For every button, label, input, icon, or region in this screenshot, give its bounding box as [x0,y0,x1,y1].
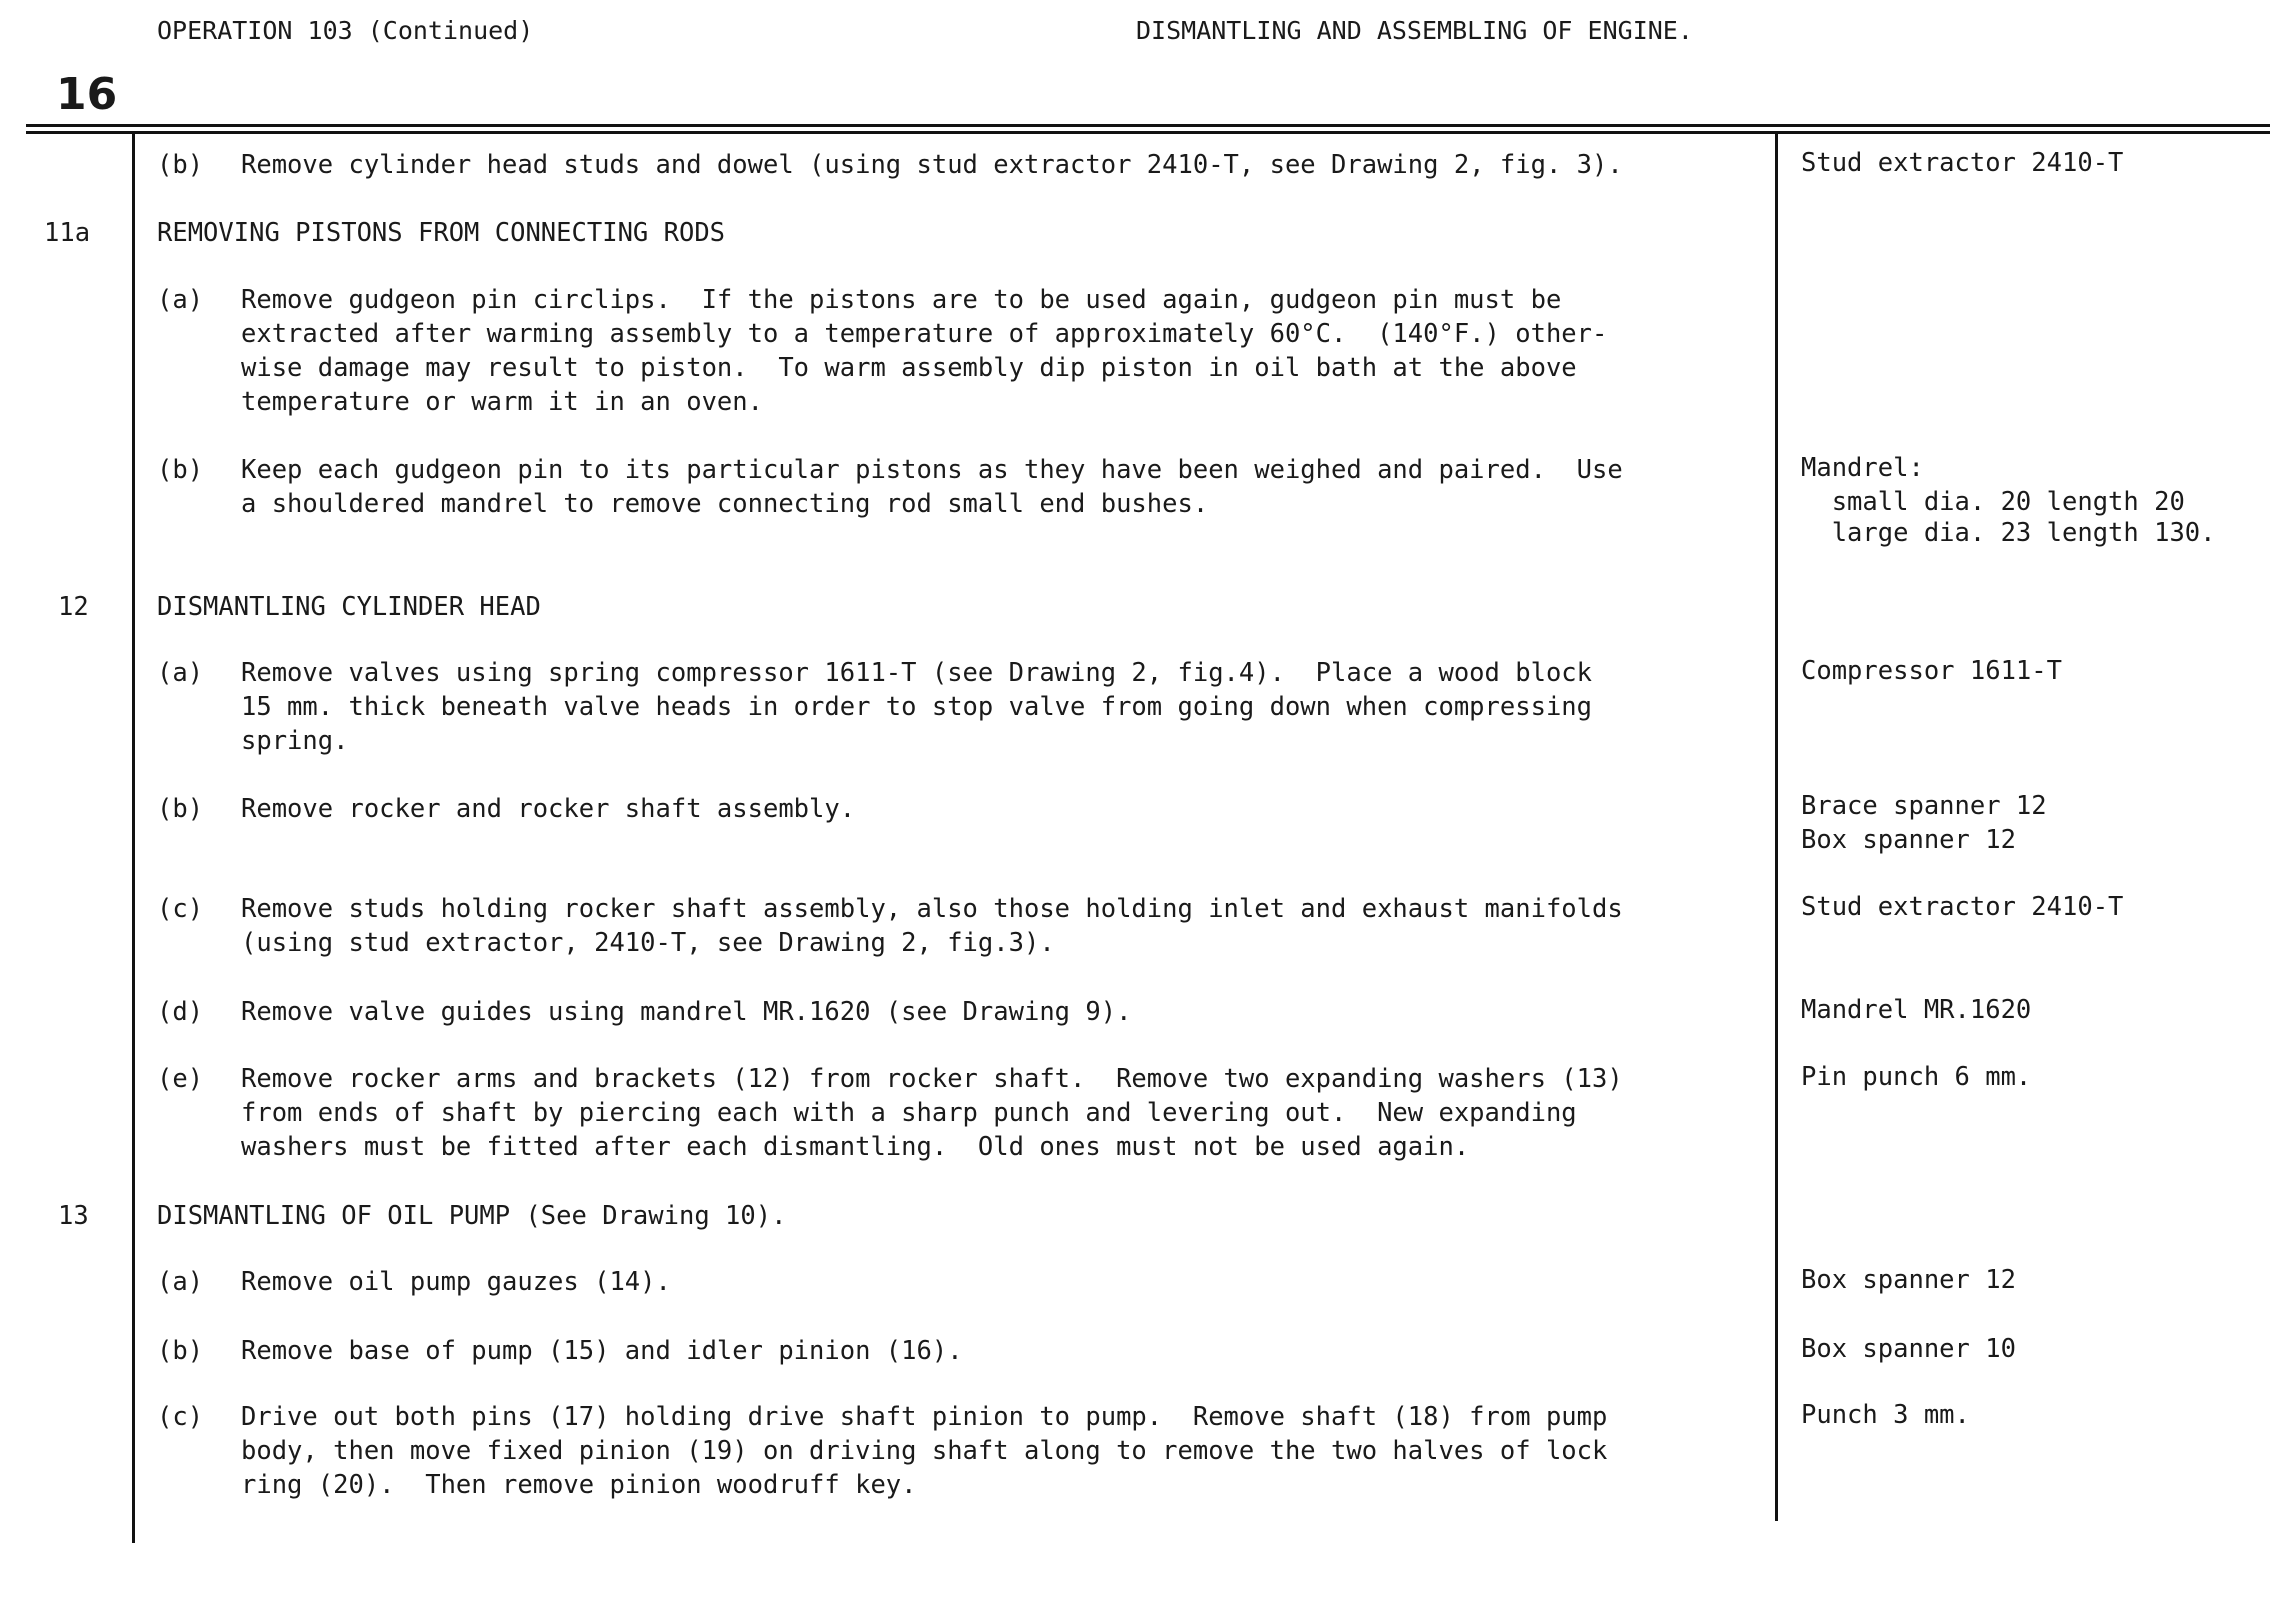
item-label: (c) [157,894,204,924]
item-text-line: wise damage may result to piston. To warm assembly dip piston in oil bath at the above [241,353,1577,383]
section-heading: DISMANTLING CYLINDER HEAD [157,592,541,622]
item-label: (a) [157,1267,204,1297]
tool-text: Mandrel MR.1620 [1801,995,2032,1025]
item-text-line: extracted after warming assembly to a temperature of approximately 60°C. (140°F.) other- [241,319,1608,349]
item-text-line: Remove valve guides using mandrel MR.1620 (see Drawing 9). [241,997,1132,1027]
item-text-line: (using stud extractor, 2410-T, see Drawing 2, fig.3). [241,928,1055,958]
section-number: 12 [58,592,89,622]
item-text-line: washers must be fitted after each dismantling. Old ones must not be used again. [241,1132,1470,1162]
item-text-line: Remove base of pump (15) and idler pinion (16). [241,1336,963,1366]
tool-text: Box spanner 12 [1801,825,2016,855]
item-text-line: Remove studs holding rocker shaft assembly, also those holding inlet and exhaust manifolds [241,894,1623,924]
tool-text: Punch 3 mm. [1801,1400,1970,1430]
tool-text: Stud extractor 2410-T [1801,148,2124,178]
section-heading: REMOVING PISTONS FROM CONNECTING RODS [157,218,726,248]
item-text-line: Drive out both pins (17) holding drive shaft pinion to pump. Remove shaft (18) from pump [241,1402,1608,1432]
item-label: (a) [157,658,204,688]
item-text-line: spring. [241,726,349,756]
item-text-line: 15 mm. thick beneath valve heads in order to stop valve from going down when compressing [241,692,1593,722]
item-text-line: ring (20). Then remove pinion woodruff key. [241,1470,917,1500]
item-text-line: temperature or warm it in an oven. [241,387,763,417]
item-text-line: Remove cylinder head studs and dowel (using stud extractor 2410-T, see Drawing 2, fig. 3). [241,150,1623,180]
page-number: 16 [56,69,118,120]
left-column-divider [132,131,135,1543]
header-rule-top [26,124,2270,127]
tool-text: Pin punch 6 mm. [1801,1062,2032,1092]
header-rule-bottom [26,131,2270,134]
item-text-line: Remove valves using spring compressor 1611-T (see Drawing 2, fig.4). Place a wood block [241,658,1593,688]
item-text-line: Remove gudgeon pin circlips. If the pistons are to be used again, gudgeon pin must be [241,285,1562,315]
item-label: (a) [157,285,204,315]
section-heading: DISMANTLING OF OIL PUMP (See Drawing 10). [157,1201,787,1231]
tools-column-divider [1775,131,1778,1521]
item-label: (b) [157,1336,204,1366]
item-label: (b) [157,150,204,180]
item-label: (b) [157,794,204,824]
item-text-line: Keep each gudgeon pin to its particular pistons as they have been weighed and paired. Use [241,455,1623,485]
item-text-line: Remove oil pump gauzes (14). [241,1267,671,1297]
item-text-line: body, then move fixed pinion (19) on driving shaft along to remove the two halves of lock [241,1436,1608,1466]
tool-text: large dia. 23 length 130. [1801,518,2216,548]
item-text-line: Remove rocker arms and brackets (12) from rocker shaft. Remove two expanding washers (13) [241,1064,1623,1094]
tool-text: Box spanner 12 [1801,1265,2016,1295]
tool-text: Brace spanner 12 [1801,791,2047,821]
item-text-line: Remove rocker and rocker shaft assembly. [241,794,856,824]
item-label: (d) [157,997,204,1027]
item-label: (e) [157,1064,204,1094]
item-label: (b) [157,455,204,485]
tool-text: Mandrel: [1801,453,1924,483]
item-label: (c) [157,1402,204,1432]
section-number: 11a [44,218,91,248]
tool-text: small dia. 20 length 20 [1801,487,2185,517]
tool-text: Box spanner 10 [1801,1334,2016,1364]
item-text-line: from ends of shaft by piercing each with a sharp punch and levering out. New expanding [241,1098,1577,1128]
tool-text: Compressor 1611-T [1801,656,2062,686]
tool-text: Stud extractor 2410-T [1801,892,2124,922]
section-number: 13 [58,1201,89,1231]
operation-header: OPERATION 103 (Continued) [157,16,534,45]
document-title: DISMANTLING AND ASSEMBLING OF ENGINE. [1136,16,1693,45]
item-text-line: a shouldered mandrel to remove connecting rod small end bushes. [241,489,1209,519]
